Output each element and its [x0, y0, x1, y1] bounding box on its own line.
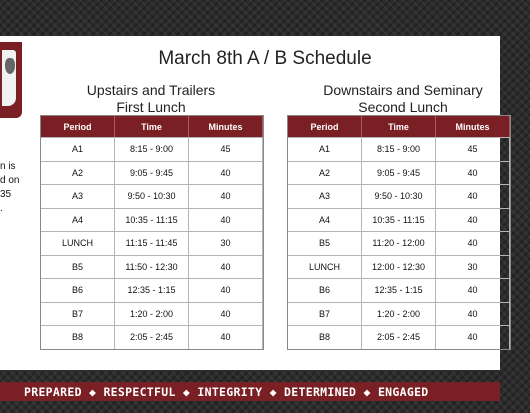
table-row: [288, 231, 510, 255]
schedule-slide: [0, 36, 500, 399]
cell-time: 12:35 - 1:15: [362, 279, 436, 302]
table-row: [41, 255, 263, 279]
cell-time: 10:35 - 11:15: [362, 209, 436, 232]
cell-minutes: 30: [436, 256, 510, 279]
cell-period: B6: [288, 279, 362, 302]
cell-minutes: 40: [189, 279, 263, 302]
cell-minutes: 40: [189, 326, 263, 349]
cell-period: LUNCH: [288, 256, 362, 279]
table-row: [41, 278, 263, 302]
cell-time: 12:00 - 12:30: [362, 256, 436, 279]
cell-time: 8:15 - 9:00: [115, 138, 189, 161]
cell-time: 2:05 - 2:45: [115, 326, 189, 349]
col-header-period: Period: [41, 116, 115, 137]
right-heading-line2: Second Lunch: [358, 99, 448, 115]
cell-period: A4: [288, 209, 362, 232]
cell-time: 1:20 - 2:00: [362, 303, 436, 326]
cell-period: B7: [288, 303, 362, 326]
cell-period: B8: [41, 326, 115, 349]
table-row: [288, 161, 510, 185]
cell-minutes: 40: [189, 256, 263, 279]
table-row: [288, 302, 510, 326]
cell-period: B5: [41, 256, 115, 279]
values-banner: PREPARED ◆ RESPECTFUL ◆ INTEGRITY ◆ DETERMINED ◆ ENGAGED: [0, 382, 500, 401]
cell-minutes: 40: [189, 185, 263, 208]
left-heading-line2: First Lunch: [116, 99, 186, 115]
cell-period: B5: [288, 232, 362, 255]
cell-minutes: 40: [436, 185, 510, 208]
cell-period: A3: [288, 185, 362, 208]
cell-time: 11:15 - 11:45: [115, 232, 189, 255]
second-lunch-table: [287, 115, 511, 350]
cell-period: A4: [41, 209, 115, 232]
left-heading-line1: Upstairs and Trailers: [86, 82, 216, 98]
cell-time: 11:20 - 12:00: [362, 232, 436, 255]
cell-period: B6: [41, 279, 115, 302]
table-row: [41, 137, 263, 161]
table-row: [288, 184, 510, 208]
cell-period: A2: [288, 162, 362, 185]
cell-minutes: 45: [189, 138, 263, 161]
cell-time: 8:15 - 9:00: [362, 138, 436, 161]
col-header-minutes: Minutes: [189, 116, 263, 137]
col-header-minutes: Minutes: [436, 116, 510, 137]
cell-time: 10:35 - 11:15: [115, 209, 189, 232]
right-heading: [287, 82, 519, 116]
table-row: [41, 184, 263, 208]
table-row: [288, 255, 510, 279]
cell-minutes: 30: [189, 232, 263, 255]
table-row: [288, 137, 510, 161]
cell-time: 12:35 - 1:15: [115, 279, 189, 302]
cell-minutes: 40: [189, 162, 263, 185]
table-row: [41, 325, 263, 349]
col-header-time: Time: [115, 116, 189, 137]
cell-minutes: 40: [436, 209, 510, 232]
cell-time: 11:50 - 12:30: [115, 256, 189, 279]
cell-time: 9:50 - 10:30: [115, 185, 189, 208]
col-header-time: Time: [362, 116, 436, 137]
cell-period: A2: [41, 162, 115, 185]
table-header: [41, 116, 263, 137]
cell-period: B7: [41, 303, 115, 326]
cell-time: 9:05 - 9:45: [115, 162, 189, 185]
cell-period: A1: [288, 138, 362, 161]
right-heading-line1: Downstairs and Seminary: [323, 82, 483, 98]
cell-time: 1:20 - 2:00: [115, 303, 189, 326]
cell-time: 9:50 - 10:30: [362, 185, 436, 208]
cell-minutes: 45: [436, 138, 510, 161]
table-row: [288, 278, 510, 302]
cell-minutes: 40: [436, 162, 510, 185]
cell-period: B8: [288, 326, 362, 349]
table-row: [288, 208, 510, 232]
table-row: [41, 161, 263, 185]
table-row: [288, 325, 510, 349]
cell-minutes: 40: [436, 303, 510, 326]
first-lunch-table: [40, 115, 264, 350]
cell-time: 9:05 - 9:45: [362, 162, 436, 185]
cell-minutes: 40: [189, 303, 263, 326]
cell-minutes: 40: [189, 209, 263, 232]
cell-minutes: 40: [436, 279, 510, 302]
table-row: [41, 231, 263, 255]
table-row: [41, 208, 263, 232]
table-row: [41, 302, 263, 326]
cell-period: A1: [41, 138, 115, 161]
table-header: [288, 116, 510, 137]
cell-minutes: 40: [436, 232, 510, 255]
left-heading: [40, 82, 262, 116]
col-header-period: Period: [288, 116, 362, 137]
cell-period: A3: [41, 185, 115, 208]
cell-minutes: 40: [436, 326, 510, 349]
cell-period: LUNCH: [41, 232, 115, 255]
partial-side-text: n is d on 35 .: [0, 161, 20, 214]
cell-time: 2:05 - 2:45: [362, 326, 436, 349]
page-title: March 8th A / B Schedule: [158, 48, 372, 69]
